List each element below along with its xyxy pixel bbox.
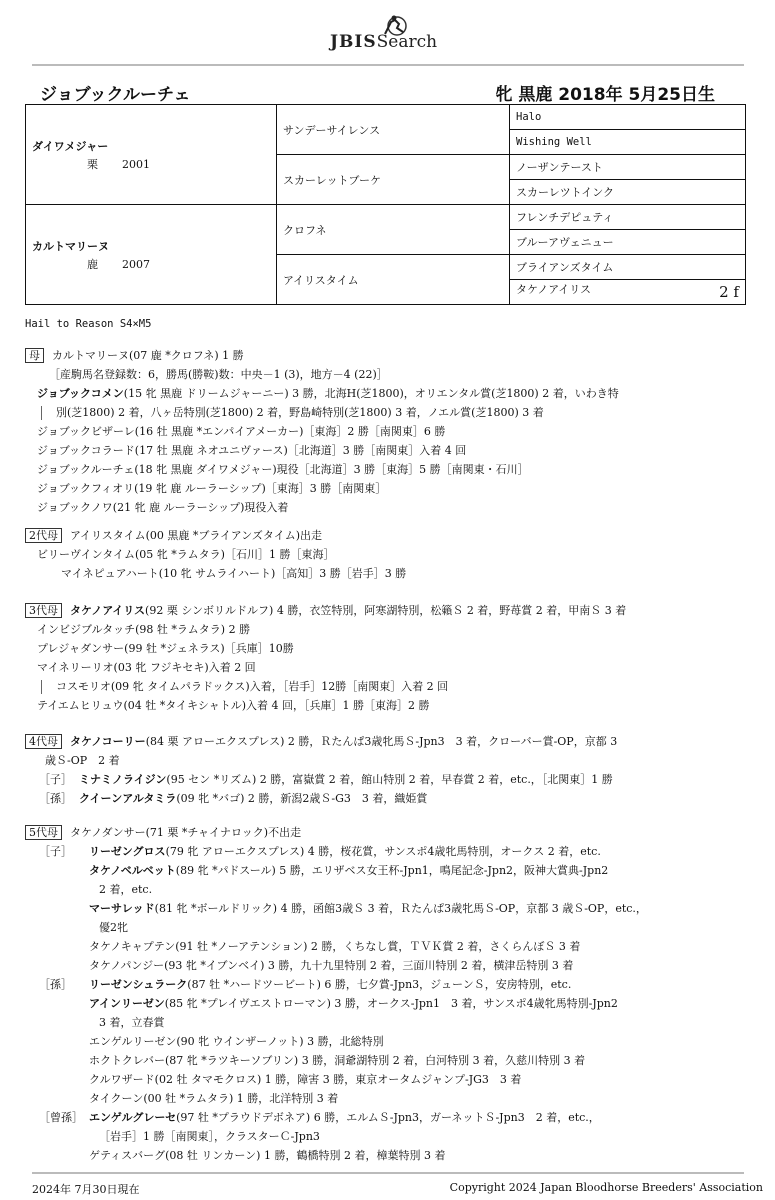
third-dam-foal-2[interactable]: プレジャダンサー(99 牡 *ジェネラス)［兵庫］10勝 [37,642,294,655]
descendant-row [25,1146,755,1165]
descendant-row [25,918,755,937]
fourth-dam-grandchild-record: (09 牝 *バゴ) 2 勝，新潟2歳Ｓ-G3 3 着，織姫賞 [176,792,428,805]
descendant-row [25,1108,755,1127]
descendant-row [25,1013,755,1032]
descendant-row [25,880,755,899]
fourth-dam-record: (84 栗 アローエクスプレス) 2 勝，Ｒたんぱ3歳牝馬Ｓ-Jpn3 3 着，クローバー賞-OP，京都 3 [145,735,618,748]
header-rule [32,64,744,66]
inbreeding-note: Hail to Reason S4×M5 [25,318,152,330]
dam-foal-1-record-cont: 別(芝1800) 2 着，八ヶ岳特別(芝1800) 2 着，野島崎特別(芝1800) 3 着，ノエル賞(芝1800) 3 着 [56,406,544,419]
second-dam-grandfoal-1[interactable]: マイネピュアハート(10 牝 サムライハート)［高知］3 勝［岩手］3 勝 [61,567,407,580]
gen3-cell-8 [510,280,746,305]
fourth-dam-tag: 4代母 [25,734,62,749]
descendant-row [25,1127,755,1146]
descendant-name[interactable]: タケノベルベット [89,864,176,877]
fifth-dam-descendants [25,842,755,1165]
descendant-row [25,1051,755,1070]
third-dam-grandfoal-1[interactable]: コスモリオ(09 牝 タイムパラドックス)入着，［岩手］12勝［南関東］入着 2 回 [56,680,449,693]
relation-label: ［孫］ [39,978,72,991]
descendant-record[interactable]: ホクトクレバー(87 牝 *ラツキーソブリン) 3 勝，洞爺湖特別 2 着，白河特別 3 着，久慈川特別 3 着 [89,1054,586,1067]
descendant-record: (85 牝 *プレイヴエストローマン) 3 勝，オークス-Jpn1 3 着，サンスポ4歳牝馬特別-Jpn2 [164,997,618,1010]
fourth-dam-section [25,732,755,808]
gen2-cell-2[interactable]: スカーレットブーケ [277,155,510,205]
descendant-record: (97 牡 *プラウドデボネア) 6 勝，エルムＳ-Jpn3，ガーネットＳ-Jpn3 2 着，etc.， [176,1111,600,1124]
jbis-logo[interactable] [330,14,460,56]
gen2-cell-1[interactable]: サンデーサイレンス [277,105,510,155]
dam-foal-1-name[interactable]: ジョブックコメン [37,387,124,400]
descendant-row [25,994,755,1013]
dam-cell [26,205,277,305]
dam-head: カルトマリーヌ(07 鹿 *クロフネ) 1 勝 [52,349,244,362]
descendant-row [25,899,755,918]
pedigree-table [25,104,746,305]
descendant-record[interactable]: エンゲルリーゼン(90 牝 ウインザーノット) 3 勝，北総特別 [89,1035,384,1048]
fifth-dam-section [25,823,755,1165]
descendant-row [25,975,755,994]
dam-foal-5[interactable]: ジョブックフィオリ(19 牝 鹿 ルーラーシップ)［東海］3 勝［南関東］ [37,482,387,495]
family-number: 2 f [719,283,739,301]
descendant-record[interactable]: クルワザード(02 牡 タマモクロス) 1 勝，障害 3 勝，東京オータムジャンプ-JG3 3 着 [89,1073,522,1086]
descendant-record: (87 牡 *ハードツービート) 6 勝，七夕賞-Jpn3，ジューンＳ，安房特別，etc. [187,978,572,991]
dam-tag: 母 [25,348,44,363]
sire-year: 2001 [122,157,150,171]
descendant-record[interactable]: タイクーン(00 牡 *ラムタラ) 1 勝，北洋特別 3 着 [89,1092,339,1105]
third-dam-tag: 3代母 [25,603,62,618]
horse-profile: 牝 黒鹿 2018年 5月25日生 [495,85,715,105]
descendant-row [25,956,755,975]
gen2-cell-3[interactable]: クロフネ [277,205,510,255]
fifth-dam-tag: 5代母 [25,825,62,840]
dam-year: 2007 [122,257,150,271]
descendant-record[interactable]: タケノパンジー(93 牝 *イブンベイ) 3 勝，九十九里特別 2 着，三面川特別 2 着，横津岳特別 3 着 [89,959,574,972]
second-dam-tag: 2代母 [25,528,62,543]
fourth-dam-child-name[interactable]: ミナミノライジン [79,773,167,786]
descendant-record[interactable]: 優2牝 [99,921,128,934]
dam-foal-6[interactable]: ジョブックノワ(21 牝 鹿 ルーラーシップ)現役入着 [37,501,289,514]
relation-label: ［曾孫］ [39,1111,83,1124]
descendant-name[interactable]: アインリーゼン [89,997,165,1010]
dam-foal-1-record: (15 牝 黒鹿 ドリームジャーニー) 3 勝，北海H(芝1800)，オリエンタル賞(芝1800) 2 着，いわき特 [123,387,619,400]
descendant-row [25,1032,755,1051]
gen3-cell-4[interactable]: スカーレツトインク [510,180,746,205]
copyright: Copyright 2024 Japan Bloodhorse Breeders' Association [449,1181,763,1194]
dam-foal-2[interactable]: ジョブックビザーレ(16 牡 黒鹿 *エンパイアメーカー)［東海］2 勝［南関東］6 勝 [37,425,446,438]
gen3-cell-2[interactable]: Wishing Well [510,130,746,155]
descendant-row [25,937,755,956]
descendant-row [25,1089,755,1108]
descendant-name[interactable]: マーサレッド [89,902,155,915]
descendant-record[interactable]: タケノキャプテン(91 牡 *ノーアテンション) 2 勝，くちなし賞，ＴＶＫ賞 2 着，さくらんぼＳ 3 着 [89,940,581,953]
dam-color: 鹿 [87,257,98,271]
descendant-record: (81 牝 *ボールドリック) 4 勝，函館3歳Ｓ 3 着，Ｒたんぱ3歳牝馬Ｓ-OP，京都 3 歳Ｓ-OP，etc.， [154,902,647,915]
relation-label: ［子］ [39,773,72,786]
sire-color: 栗 [87,157,98,171]
descendant-record[interactable]: ［岩手］1 勝［南関東］，クラスターＣ-Jpn3 [99,1130,320,1143]
continuation-bar [41,680,42,694]
gen3-cell-1[interactable]: Halo [510,105,746,130]
fourth-dam-record-cont: 歳Ｓ-OP 2 着 [45,754,120,767]
continuation-bar [41,406,42,420]
third-dam-foal-1[interactable]: インビジブルタッチ(98 牡 *ラムタラ) 2 勝 [37,623,251,636]
descendant-record[interactable]: 3 着，立春賞 [99,1016,165,1029]
third-dam-foal-4[interactable]: テイエムヒリュウ(04 牡 *タイキシャトル)入着 4 回，［兵庫］1 勝［東海］2 勝 [37,699,430,712]
gen3-cell-3[interactable]: ノーザンテースト [510,155,746,180]
descendant-record: (89 牝 *パドスール) 5 勝，エリザベス女王杯-Jpn1，鳴尾記念-Jpn2，阪神大賞典-Jpn2 [175,864,609,877]
descendant-row [25,861,755,880]
fourth-dam-name[interactable]: タケノコーリー [70,735,146,748]
gen3-name-8[interactable]: タケノアイリス [516,283,592,296]
dam-section [25,346,755,517]
descendant-record[interactable]: 2 着，etc. [99,883,153,896]
relation-label: ［孫］ [39,792,72,805]
horse-name: ジョブックルーチェ [40,85,191,105]
fifth-dam-head: タケノダンサー(71 栗 *チャイナロック)不出走 [70,826,302,839]
descendant-name[interactable]: エンゲルグレーセ [89,1111,177,1124]
second-dam-foal-1[interactable]: ビリーヴインタイム(05 牝 *ラムタラ)［石川］1 勝［東海］ [37,548,335,561]
sire-cell [26,105,277,205]
fourth-dam-child-record: (95 セン *リズム) 2 勝，富嶽賞 2 着，館山特別 2 着，早春賞 2 着，etc.，［北関東］1 勝 [166,773,613,786]
gen3-cell-7[interactable]: ブライアンズタイム [510,255,746,280]
descendant-row [25,1070,755,1089]
third-dam-record: (92 栗 シンボリルドルフ) 4 勝，衣笠特別，阿寒湖特別，松籟Ｓ 2 着，野苺賞 2 着，甲南Ｓ 3 着 [145,604,627,617]
second-dam-section [25,526,755,583]
third-dam-foal-3[interactable]: マイネリーリオ(03 牝 フジキセキ)入着 2 回 [37,661,256,674]
descendant-name[interactable]: リーゼングロス [89,845,166,858]
footer-rule [32,1172,744,1174]
second-dam-head: アイリスタイム(00 黒鹿 *ブライアンズタイム)出走 [70,529,322,542]
as-of-date: 2024年 7月30日現在 [32,1183,140,1196]
logo-text: JBISSearch [330,32,438,52]
dam-foal-3[interactable]: ジョブックコラード(17 牡 黒鹿 ネオユニヴァース)［北海道］3 勝［南関東］入着 4 回 [37,444,467,457]
gen3-cell-5[interactable]: フレンチデピュティ [510,205,746,230]
dam-name[interactable]: カルトマリーヌ [32,239,109,253]
sire-name[interactable]: ダイワメジャー [32,139,109,153]
descendant-record[interactable]: ゲティスバーグ(08 牡 リンカーン) 1 勝，鶴橋特別 2 着，樟葉特別 3 着 [89,1149,446,1162]
dam-foal-4[interactable]: ジョブックルーチェ(18 牝 黒鹿 ダイワメジャー)現役［北海道］3 勝［東海］5 勝［南関東・石川］ [37,463,529,476]
gen3-cell-6[interactable]: ブルーアヴェニュー [510,230,746,255]
fourth-dam-grandchild-name[interactable]: クイーンアルタミラ [79,792,177,805]
third-dam-section [25,601,755,715]
gen2-cell-4[interactable]: アイリスタイム [277,255,510,305]
third-dam-name[interactable]: タケノアイリス [70,604,146,617]
descendant-row [25,842,755,861]
descendant-name[interactable]: リーゼンシュラーク [89,978,188,991]
descendant-record: (79 牝 アローエクスプレス) 4 勝，桜花賞，サンスポ4歳牝馬特別，オークス 2 着，etc. [165,845,601,858]
relation-label: ［子］ [39,845,72,858]
dam-stats: ［産駒馬名登録数：6，勝馬(勝鞍)数：中央－1 (3)，地方－4 (22)］ [49,368,388,381]
